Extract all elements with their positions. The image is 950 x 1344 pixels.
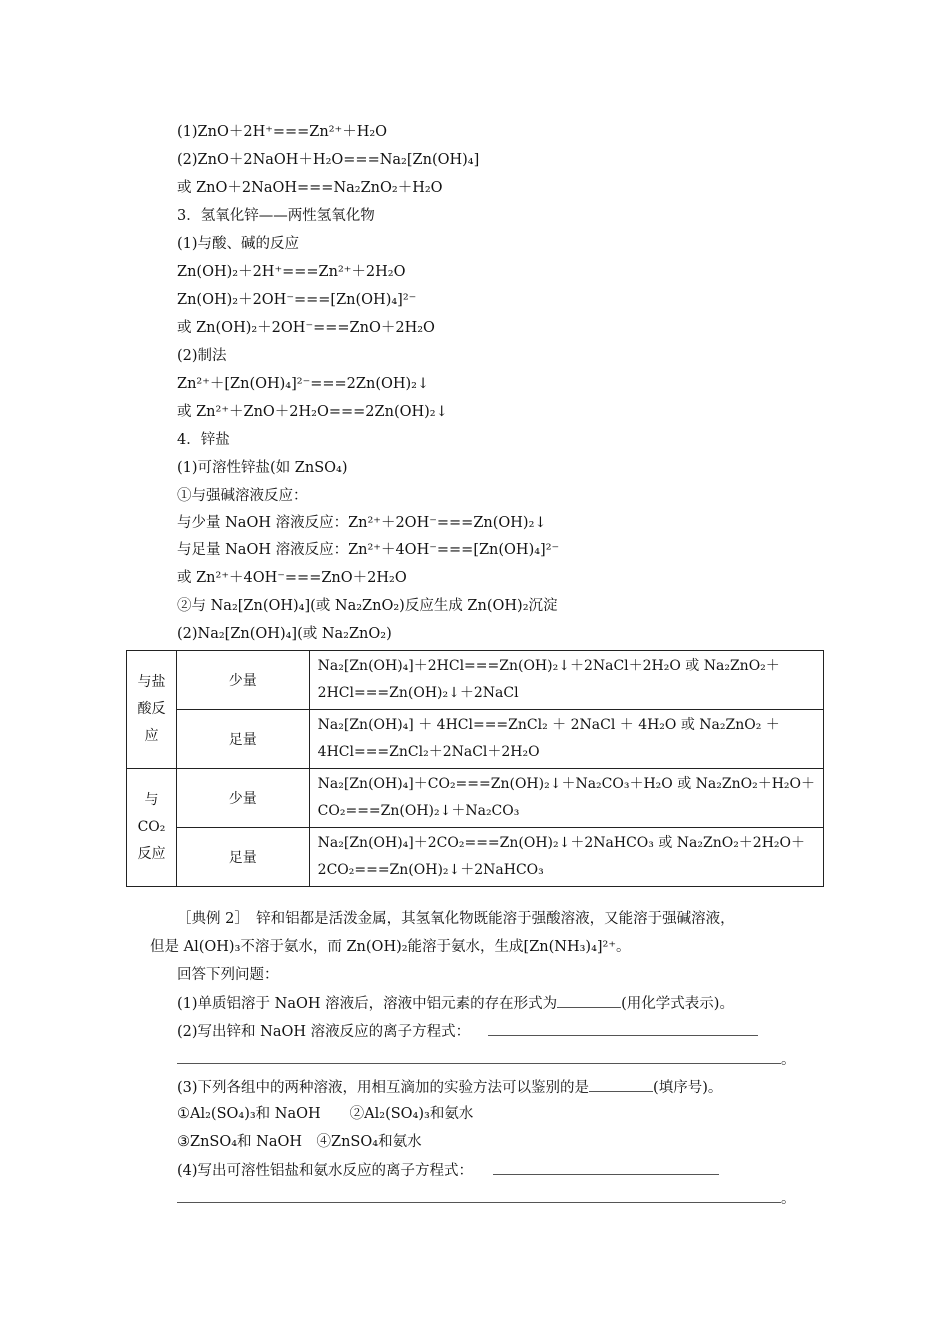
section-heading: 4．锌盐 [177, 432, 230, 448]
option-line: ③ZnSO₄和 NaOH ④ZnSO₄和氨水 [177, 1134, 422, 1150]
amount-cell: 足量 [176, 710, 309, 769]
text-line: (1)可溶性锌盐(如 ZnSO₄) [177, 460, 348, 476]
equation-cell: Na₂[Zn(OH)₄]＋2CO₂===Zn(OH)₂↓＋2NaHCO₃ 或 Na₂ZnO₂＋2H₂O＋ 2CO₂===Zn(OH)₂↓＋2NaHCO₃ [309, 828, 823, 887]
answer-line: 。 [177, 1188, 796, 1209]
group-label-co2: 与 CO₂ 反应 [127, 769, 177, 887]
section-heading: 3．氢氧化锌——两性氢氧化物 [177, 208, 375, 224]
text-line: Zn(OH)₂＋2H⁺===Zn²⁺＋2H₂O [177, 264, 406, 280]
question-2: (2)写出锌和 NaOH 溶液反应的离子方程式： [177, 1021, 758, 1042]
text-line: ①与强碱溶液反应： [177, 488, 308, 504]
example-paragraph: ［典例 2］ 锌和铝都是活泼金属，其氢氧化物既能溶于强酸溶液，又能溶于强碱溶液， [177, 911, 735, 927]
text-line: (2)ZnO＋2NaOH＋H₂O===Na₂[Zn(OH)₄] [177, 152, 480, 168]
answer-blank[interactable] [177, 1188, 781, 1203]
amount-cell: 足量 [176, 828, 309, 887]
answer-blank[interactable] [493, 1160, 719, 1175]
text-line: 或 Zn(OH)₂＋2OH⁻===ZnO＋2H₂O [177, 320, 435, 336]
question-4: (4)写出可溶性铝盐和氨水反应的离子方程式： [177, 1160, 719, 1181]
question-3: (3)下列各组中的两种溶液，用相互滴加的实验方法可以鉴别的是 (填序号)。 [177, 1077, 722, 1098]
reaction-table [126, 650, 824, 887]
answer-blank[interactable] [589, 1077, 653, 1092]
answer-blank[interactable] [557, 993, 621, 1008]
amount-cell: 少量 [176, 769, 309, 828]
text-line: Zn(OH)₂＋2OH⁻===[Zn(OH)₄]²⁻ [177, 292, 417, 308]
text-line: 与足量 NaOH 溶液反应：Zn²⁺＋4OH⁻===[Zn(OH)₄]²⁻ [177, 542, 560, 558]
group-label-hcl: 与盐 酸反 应 [127, 651, 177, 769]
answer-blank[interactable] [488, 1021, 758, 1036]
option-line: ①Al₂(SO₄)₃和 NaOH ②Al₂(SO₄)₃和氨水 [177, 1106, 474, 1122]
text-line: 或 Zn²⁺＋4OH⁻===ZnO＋2H₂O [177, 570, 407, 586]
text-line: ②与 Na₂[Zn(OH)₄](或 Na₂ZnO₂)反应生成 Zn(OH)₂沉淀 [177, 598, 558, 614]
amount-cell: 少量 [176, 651, 309, 710]
equation-cell: Na₂[Zn(OH)₄]＋2HCl===Zn(OH)₂↓＋2NaCl＋2H₂O 或 Na₂ZnO₂＋ 2HCl===Zn(OH)₂↓＋2NaCl [309, 651, 823, 710]
equation-cell: Na₂[Zn(OH)₄]＋CO₂===Zn(OH)₂↓＋Na₂CO₃＋H₂O 或 Na₂ZnO₂＋H₂O＋ CO₂===Zn(OH)₂↓＋Na₂CO₃ [309, 769, 823, 828]
answer-blank[interactable] [177, 1049, 781, 1064]
text-line: (2)Na₂[Zn(OH)₄](或 Na₂ZnO₂) [177, 626, 392, 642]
text-line: (2)制法 [177, 348, 227, 364]
text-line: 与少量 NaOH 溶液反应：Zn²⁺＋2OH⁻===Zn(OH)₂↓ [177, 515, 547, 531]
text-line: Zn²⁺＋[Zn(OH)₄]²⁻===2Zn(OH)₂↓ [177, 376, 430, 392]
text-line: (1)ZnO＋2H⁺===Zn²⁺＋H₂O [177, 124, 388, 140]
example-paragraph: 但是 Al(OH)₃不溶于氨水，而 Zn(OH)₂能溶于氨水，生成[Zn(NH₃)₄]²⁺。 [150, 939, 631, 955]
text-line: 或 ZnO＋2NaOH===Na₂ZnO₂＋H₂O [177, 180, 443, 196]
text-line: 或 Zn²⁺＋ZnO＋2H₂O===2Zn(OH)₂↓ [177, 404, 448, 420]
text-line: (1)与酸、碱的反应 [177, 236, 300, 252]
text-line: 回答下列问题： [177, 967, 279, 983]
question-1: (1)单质铝溶于 NaOH 溶液后，溶液中铝元素的存在形式为 (用化学式表示)。 [177, 993, 734, 1014]
equation-cell: Na₂[Zn(OH)₄] ＋ 4HCl===ZnCl₂ ＋ 2NaCl ＋ 4H₂O 或 Na₂ZnO₂ ＋ 4HCl===ZnCl₂＋2NaCl＋2H₂O [309, 710, 823, 769]
answer-line: 。 [177, 1049, 796, 1070]
